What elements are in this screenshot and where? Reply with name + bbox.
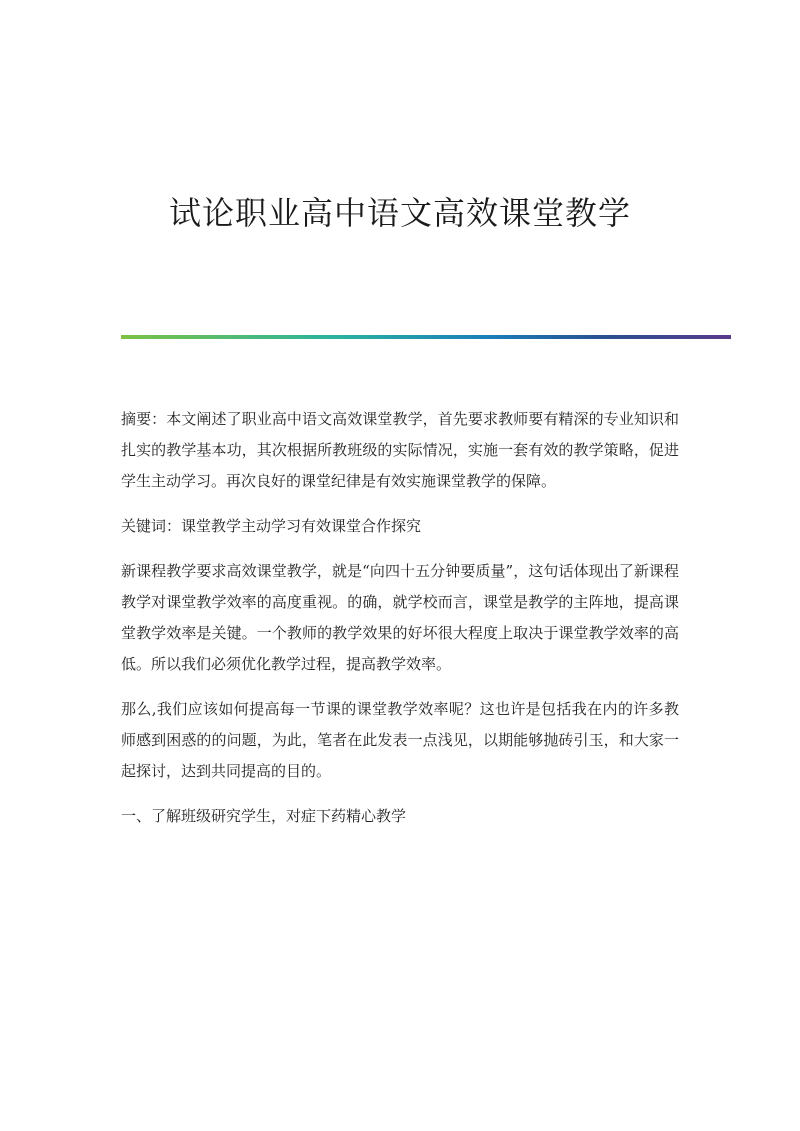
document-body: [121, 404, 679, 846]
keywords-paragraph: 关键词：课堂教学主动学习有效课堂合作探究: [121, 517, 422, 535]
title-divider: [121, 335, 731, 339]
section-heading: 一、了解班级研究学生，对症下药精心教学: [121, 807, 407, 825]
body-paragraph-1: 新课程教学要求高效课堂教学，就是“向四十五分钟要质量”，这句话体现出了新课程教学对课堂教学效率的高度重视。的确，就学校而言，课堂是教学的主阵地，提高课堂教学效率是关键。一个教师的教学效果的好坏很大程度上取决于课堂教学效率的高低。所以我们必须优化教学过程，提高教学效率。: [121, 562, 679, 673]
document-title: 试论职业高中语文高效课堂教学: [168, 194, 631, 232]
abstract-paragraph: 摘要：本文阐述了职业高中语文高效课堂教学，首先要求教师要有精深的专业知识和扎实的教学基本功，其次根据所教班级的实际情况，实施一套有效的教学策略，促进学生主动学习。再次良好的课堂纪律是有效实施课堂教学的保障。: [121, 410, 679, 490]
body-paragraph-2: 那么,我们应该如何提高每一节课的课堂教学效率呢？这也许是包括我在内的许多教师感到困惑的的问题，为此，笔者在此发表一点浅见，以期能够抛砖引玉，和大家一起探讨，达到共同提高的目的。: [121, 700, 679, 780]
